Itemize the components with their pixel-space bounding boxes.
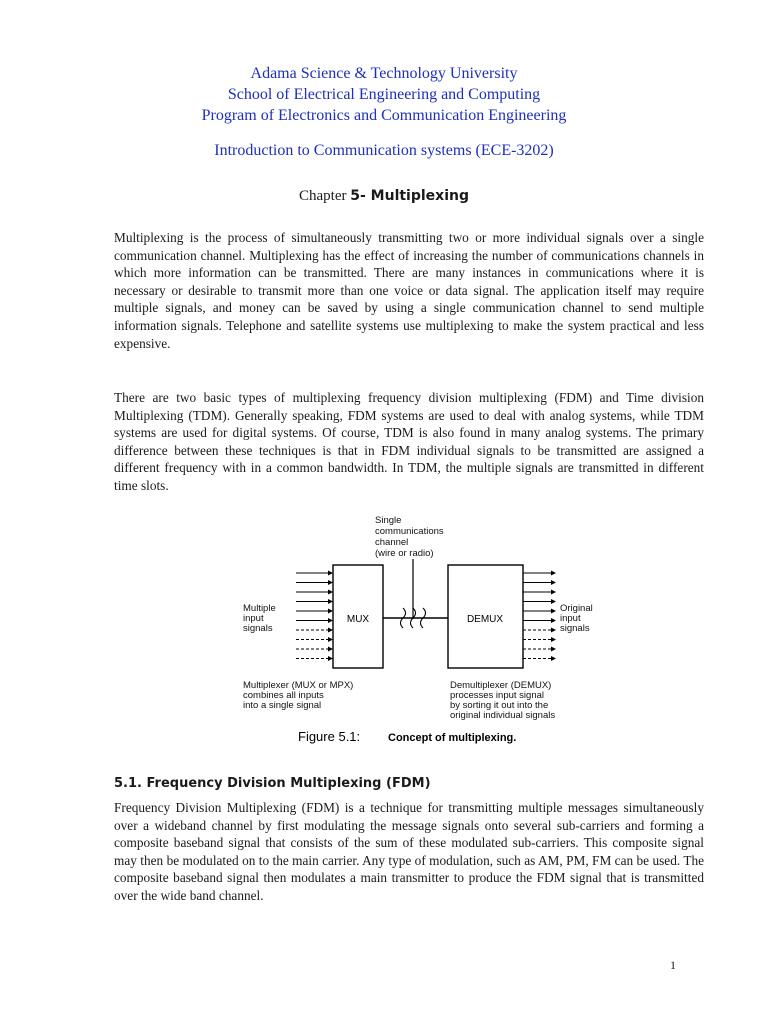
types-paragraph: There are two basic types of multiplexing frequency division multiplexing (FDM) and Time division Multiplexing (TDM). Generally speaking, FDM systems are used to deal with analog systems, while TDM systems are used for digital systems. Of course, TDM is also found in many analog systems. The primary difference between these techniques is that in FDM individual signals to be transmitted are assigned a different frequency with in a common bandwidth. In TDM, the multiple signals are transmitted in different time slots. (114, 390, 704, 493)
input-arrow-head (328, 628, 333, 633)
program-name: Program of Electronics and Communication Engineering (201, 107, 567, 124)
output-arrow-head (551, 628, 556, 633)
output-label-2: input (560, 613, 581, 624)
output-arrow-head (551, 618, 556, 623)
output-label-3: signals (560, 623, 590, 634)
intro-paragraph: Multiplexing is the process of simultaneously transmitting two or more individual signals over a single communication channel. Multiplexing has the effect of increasing the number of communications channels in which more information can be transmitted. There are many instances in communications where it is necessary or desirable to transmit more than one voice or data signal. The application itself may require multiple signals, and money can be saved by using a single communication channel to send multiple information signals. Telephone and satellite systems use multiplexing to make the system practical and less expensive. (114, 230, 704, 351)
demux-desc-1: Demultiplexer (DEMUX) (450, 680, 552, 691)
figure-caption-text: Concept of multiplexing. (388, 732, 517, 744)
input-arrow-head (328, 609, 333, 614)
page-number: 1 (670, 958, 676, 972)
input-arrows (296, 571, 333, 662)
output-arrow-head (551, 571, 556, 576)
channel-label-4: (wire or radio) (375, 548, 434, 559)
input-arrow-head (328, 580, 333, 585)
mux-desc-1: Multiplexer (MUX or MPX) (243, 680, 354, 691)
input-arrow-head (328, 590, 333, 595)
figure-caption-label: Figure 5.1: (298, 729, 361, 744)
input-arrow-head (328, 647, 333, 652)
document-header (0, 63, 768, 161)
chapter-title (0, 188, 768, 205)
mux-desc-2: combines all inputs (243, 690, 324, 701)
input-label-2: input (243, 613, 264, 624)
demux-desc-2: processes input signal (450, 690, 544, 701)
channel-label-3: channel (375, 537, 409, 548)
course-title: Introduction to Communication systems (ECE-3202) (214, 142, 554, 159)
channel-label-2: communications (375, 526, 444, 537)
output-arrow-head (551, 656, 556, 661)
chapter-name: - Multiplexing (359, 188, 469, 204)
university-name: Adama Science & Technology University (250, 65, 518, 82)
output-arrows (523, 571, 556, 662)
channel-label-1: Single (375, 515, 402, 526)
chapter-number: 5 (350, 188, 360, 204)
output-arrow-head (551, 647, 556, 652)
output-arrow-head (551, 609, 556, 614)
fdm-paragraph: Frequency Division Multiplexing (FDM) is a technique for transmitting multiple messages simultaneously over a wideband channel by first modulating the message signals onto several sub-carriers and forming a composite baseband signal that consists of the sum of these modulated sub-carriers. This composite signal may then be modulated on to the main carrier. Any type of modulation, such as AM, PM, FM can be used. The composite baseband signal then modulates a main transmitter to produce the FDM signal that is transmitted over the wide band channel. (114, 800, 704, 903)
input-arrow-head (328, 599, 333, 604)
demux-desc-3: by sorting it out into the (450, 700, 549, 711)
demux-label: DEMUX (466, 614, 504, 625)
input-arrow-head (328, 571, 333, 576)
multiplexing-diagram (238, 511, 593, 746)
chapter-prefix: Chapter (299, 188, 351, 204)
demux-desc-4: original individual signals (450, 710, 556, 721)
input-label-1: Multiple (243, 603, 276, 614)
input-arrow-head (328, 637, 333, 642)
output-arrow-head (551, 580, 556, 585)
output-label-1: Original (560, 603, 593, 614)
output-arrow-head (551, 599, 556, 604)
output-arrow-head (551, 590, 556, 595)
school-name: School of Electrical Engineering and Computing (227, 86, 541, 103)
input-arrow-head (328, 618, 333, 623)
mux-label: MUX (346, 614, 370, 625)
mux-desc-3: into a single signal (243, 700, 322, 711)
output-arrow-head (551, 637, 556, 642)
input-arrow-head (328, 656, 333, 661)
input-label-3: signals (243, 623, 273, 634)
section-heading: 5.1. Frequency Division Multiplexing (FDM) (114, 776, 431, 791)
